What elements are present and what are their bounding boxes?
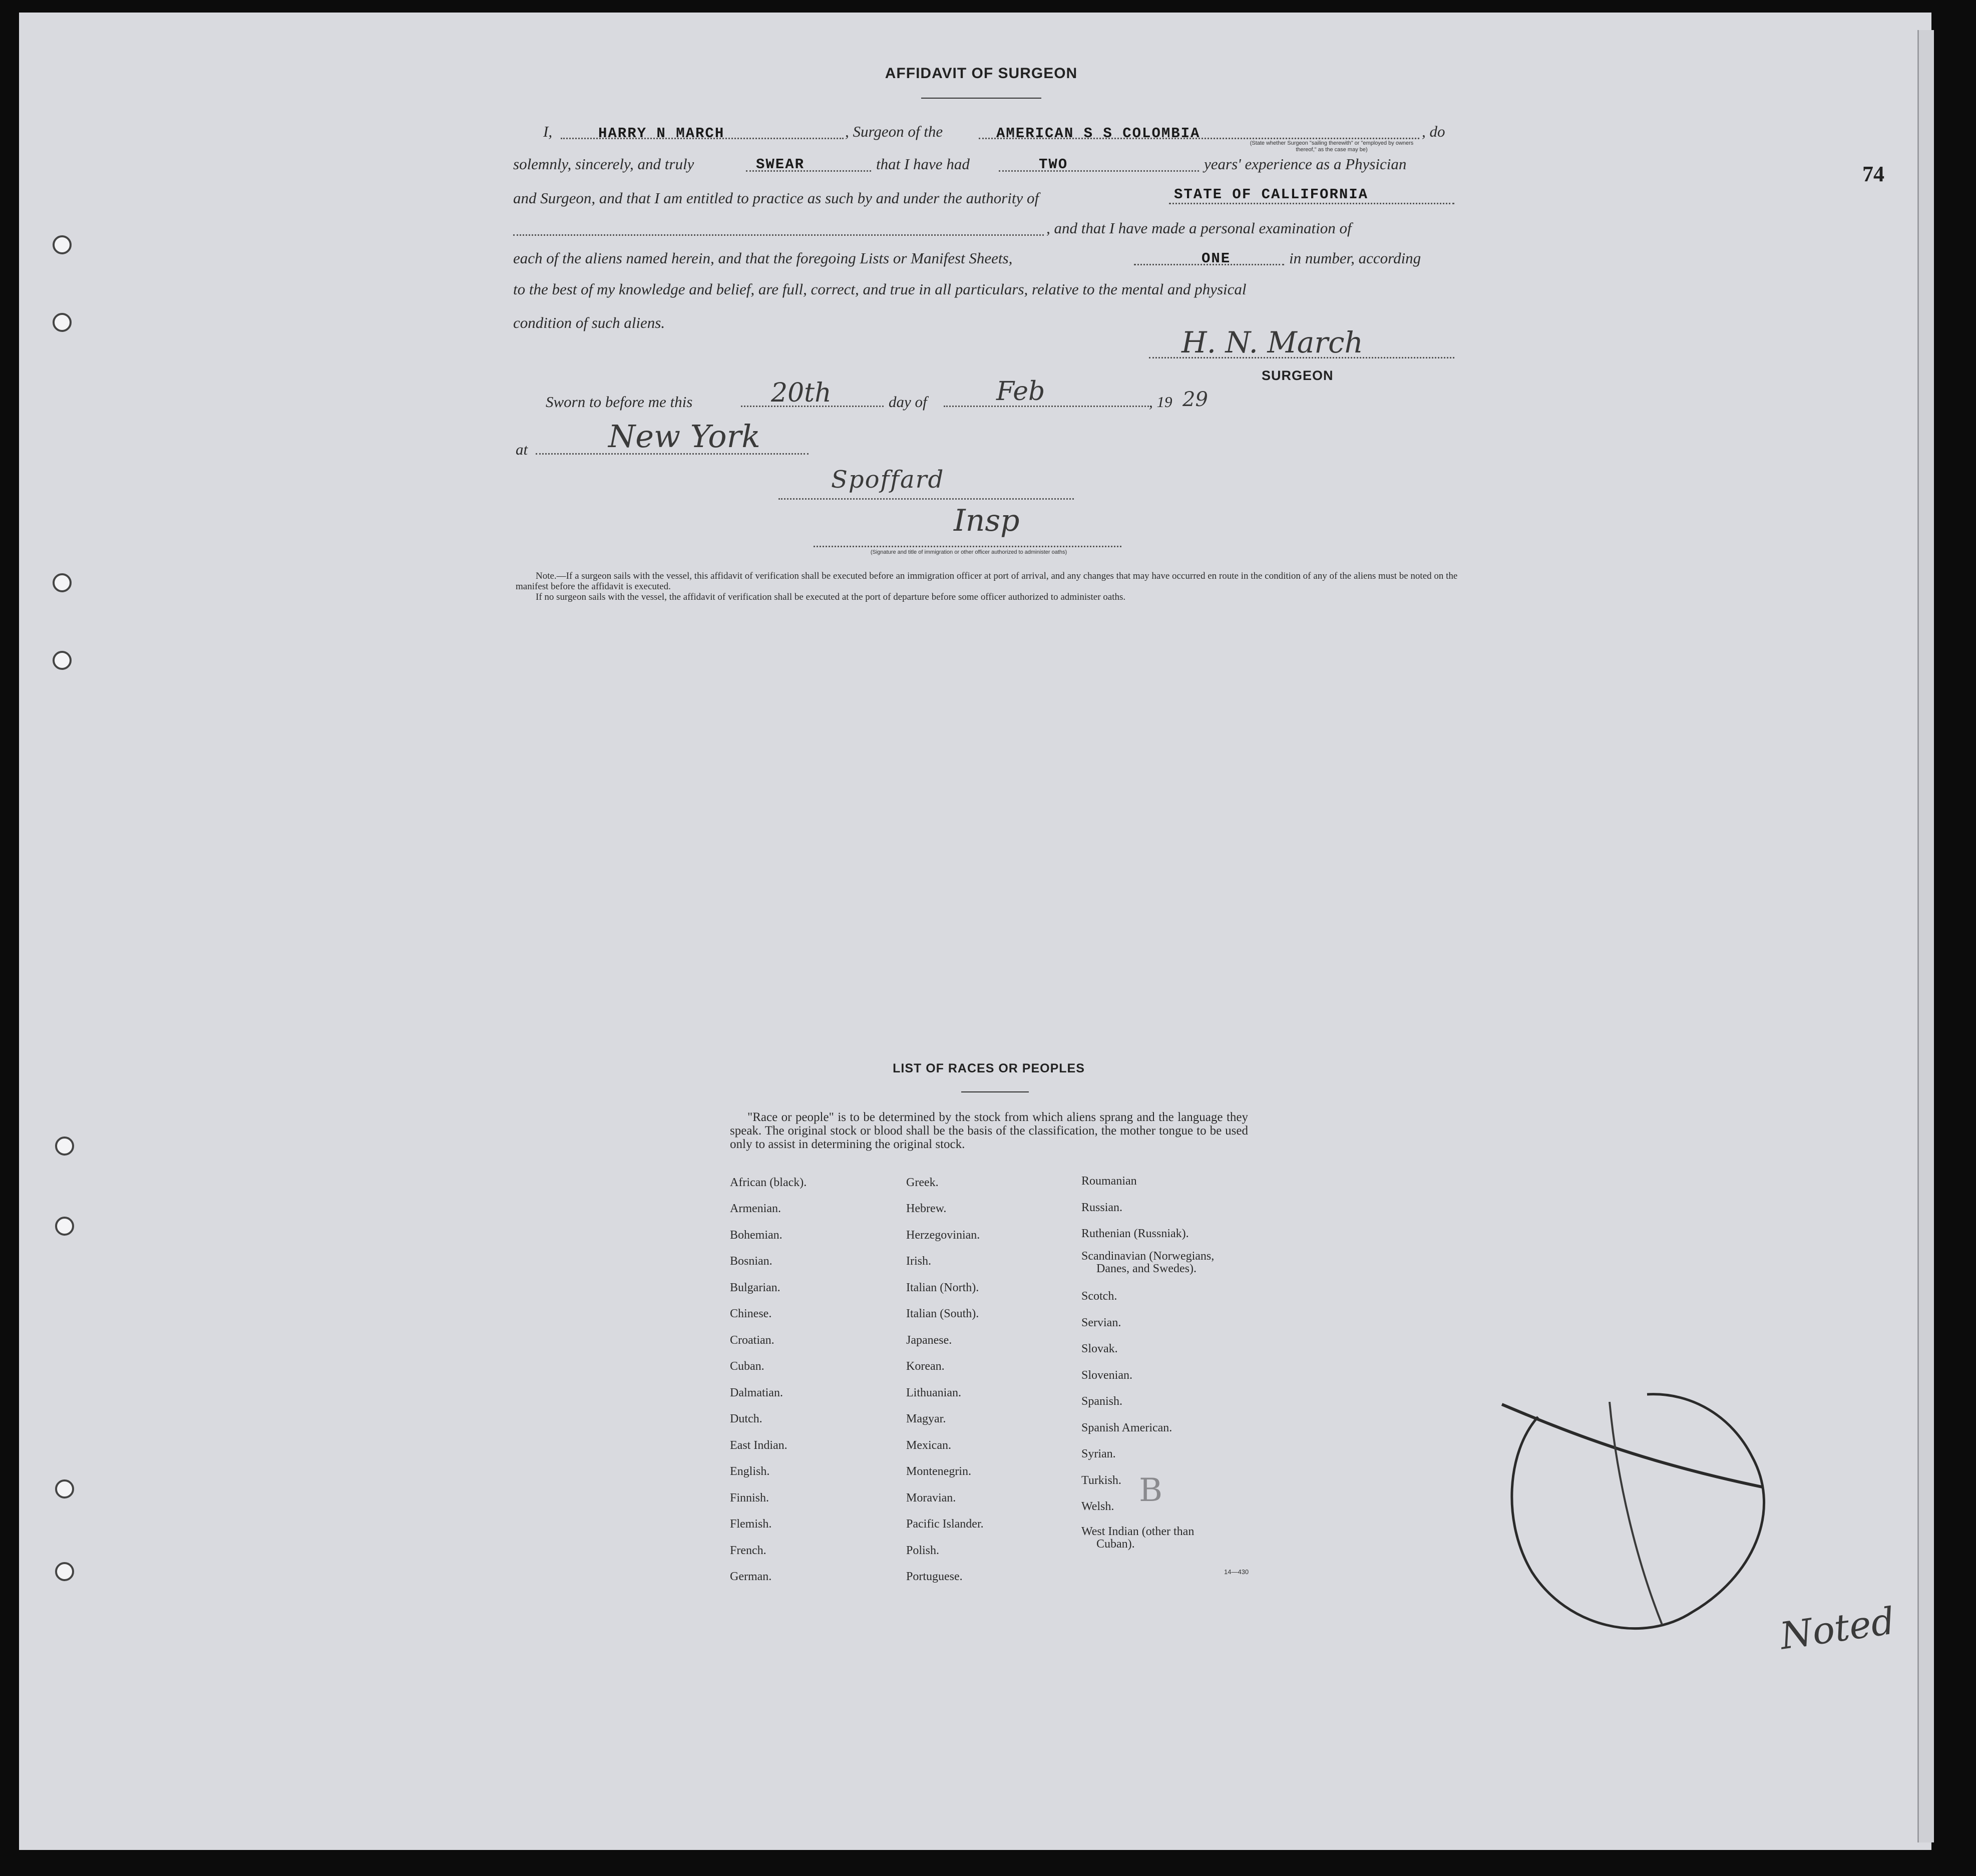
surgeon-signature: H. N. March [1181,325,1363,359]
race-item: Bosnian. [730,1255,772,1268]
affidavit-text: I, [543,123,553,140]
race-item: Magyar. [906,1412,946,1425]
fill-line [1169,203,1454,204]
race-item: Hebrew. [906,1202,947,1215]
page-number: 74 [1862,162,1884,186]
affidavit-text: , Surgeon of the [845,123,943,140]
fill-line [999,170,1199,172]
sworn-text: , 19 [1149,393,1172,411]
race-item: Finnish. [730,1491,769,1505]
binder-hole [53,313,72,332]
affidavit-text: that I have had [876,155,970,173]
race-item: Spanish American. [1081,1421,1172,1434]
page-edge [1917,30,1934,1842]
race-item: East Indian. [730,1439,787,1452]
race-item: Dutch. [730,1412,762,1425]
race-item: French. [730,1544,766,1557]
affidavit-note [516,571,1462,602]
binder-hole [55,1562,74,1581]
race-item: Armenian. [730,1202,781,1215]
race-item: Turkish. [1081,1474,1121,1487]
fill-line [778,498,1074,500]
race-item: Croatian. [730,1334,774,1347]
race-item: Portuguese. [906,1570,963,1583]
sworn-day: 20th [771,378,832,408]
race-item: Welsh. [1081,1500,1114,1513]
race-item: German. [730,1570,772,1583]
title-underline [961,1091,1029,1092]
affidavit-text: years' experience as a Physician [1204,155,1407,173]
race-item: Herzegovinian. [906,1229,980,1242]
officer-signature: Spoffard [831,466,945,494]
note-paragraph: Note.—If a surgeon sails with the vessel, this affidavit of verification shall be executed before an immigration officer at port of arrival, and any changes that may have occurred en route in the condition of any of the aliens must be noted on the manifest before the affidavit is executed. [516,571,1458,592]
race-item: Ruthenian (Russniak). [1081,1227,1189,1240]
race-item: Italian (South). [906,1307,979,1320]
race-item: Cuban. [730,1360,764,1373]
races-intro: "Race or people" is to be determined by the stock from which aliens sprang and the language they speak. The original stock or blood shall be the basis of the classification, the mother tongue to be used only to assist in determining the original stock. [730,1110,1248,1151]
race-item: Servian. [1081,1316,1121,1329]
race-item: Chinese. [730,1307,772,1320]
binder-hole [53,573,72,592]
binder-hole [55,1137,74,1156]
race-item: Greek. [906,1176,939,1189]
fill-line [513,234,1044,236]
margin-mark: B [1139,1472,1163,1509]
binder-hole [53,651,72,670]
race-item: Spanish. [1081,1395,1123,1408]
race-item: Syrian. [1081,1447,1116,1460]
race-item: Mexican. [906,1439,951,1452]
affidavit-text: each of the aliens named herein, and that the foregoing Lists or Manifest Sheets, [513,249,1013,267]
officer-title: Insp [954,503,1020,538]
race-item: Roumanian [1081,1175,1137,1188]
race-item: Danes, and Swedes). [1096,1262,1197,1275]
race-item: Italian (North). [906,1281,979,1294]
race-item: Bulgarian. [730,1281,780,1294]
corner-handwriting: Noted [1777,1599,1898,1658]
race-item: Dalmatian. [730,1386,783,1399]
signature-line [1149,357,1454,358]
race-item: Korean. [906,1360,945,1373]
race-item: Japanese. [906,1334,952,1347]
fill-line [944,406,1149,407]
affidavit-text: , do [1422,123,1445,140]
race-item: Montenegrin. [906,1465,971,1478]
affidavit-text: in number, according [1289,249,1421,267]
race-item: Flemish. [730,1518,772,1531]
title-underline [921,98,1041,99]
vessel-caption: (State whether Surgeon "sailing therewith" or "employed by owners thereof," as the case may be) [1250,140,1414,153]
binder-hole [55,1479,74,1498]
race-item: Lithuanian. [906,1386,961,1399]
sworn-place: New York [608,418,760,455]
surgeon-name: HARRY N MARCH [598,125,725,142]
note-paragraph: If no surgeon sails with the vessel, the affidavit of verification shall be executed at the port of departure before some officer authorized to administer oaths. [536,592,1126,602]
at-label: at [516,441,528,458]
race-item: Slovenian. [1081,1369,1132,1382]
race-item: Bohemian. [730,1229,782,1242]
race-item: Irish. [906,1255,931,1268]
race-item: Moravian. [906,1491,956,1505]
race-item: Scotch. [1081,1290,1117,1303]
race-item: Russian. [1081,1201,1123,1214]
affidavit-text: and Surgeon, and that I am entitled to practice as such by and under the authority of [513,189,1039,207]
race-item: African (black). [730,1176,807,1189]
sworn-text: day of [889,393,927,411]
fill-line [814,546,1121,547]
signature-title: SURGEON [1262,368,1334,383]
race-item: English. [730,1465,770,1478]
vessel-name: AMERICAN S S COLOMBIA [996,125,1201,142]
race-item: Scandinavian (Norwegians, [1081,1250,1215,1263]
form-number: 14—430 [1224,1568,1249,1576]
race-item: West Indian (other than [1081,1525,1195,1538]
sworn-year: 29 [1182,388,1208,411]
affidavit-text: to the best of my knowledge and belief, are full, correct, and true in all particulars, relative to the mental and physical [513,280,1247,298]
authority: STATE OF CALLIFORNIA [1174,186,1369,203]
race-item: Polish. [906,1544,940,1557]
affidavit-text: condition of such aliens. [513,314,665,331]
binder-hole [55,1217,74,1236]
affidavit-title: AFFIDAVIT OF SURGEON [885,65,1078,82]
affidavit-text: solemnly, sincerely, and truly [513,155,694,173]
oath-word: SWEAR [756,156,805,173]
sworn-month: Feb [996,377,1045,407]
binder-hole [53,235,72,254]
race-item: Pacific Islander. [906,1518,984,1531]
years-experience: TWO [1039,156,1068,173]
affidavit-text: , and that I have made a personal examination of [1046,219,1352,237]
races-title: LIST OF RACES OR PEOPLES [893,1061,1085,1075]
race-item: Slovak. [1081,1342,1118,1355]
sworn-text: Sworn to before me this [546,393,693,411]
circled-x-mark [1492,1372,1772,1642]
race-item: Cuban). [1096,1538,1135,1551]
manifest-count: ONE [1202,250,1231,267]
officer-caption: (Signature and title of immigration or other officer authorized to administer oaths) [870,549,1067,555]
